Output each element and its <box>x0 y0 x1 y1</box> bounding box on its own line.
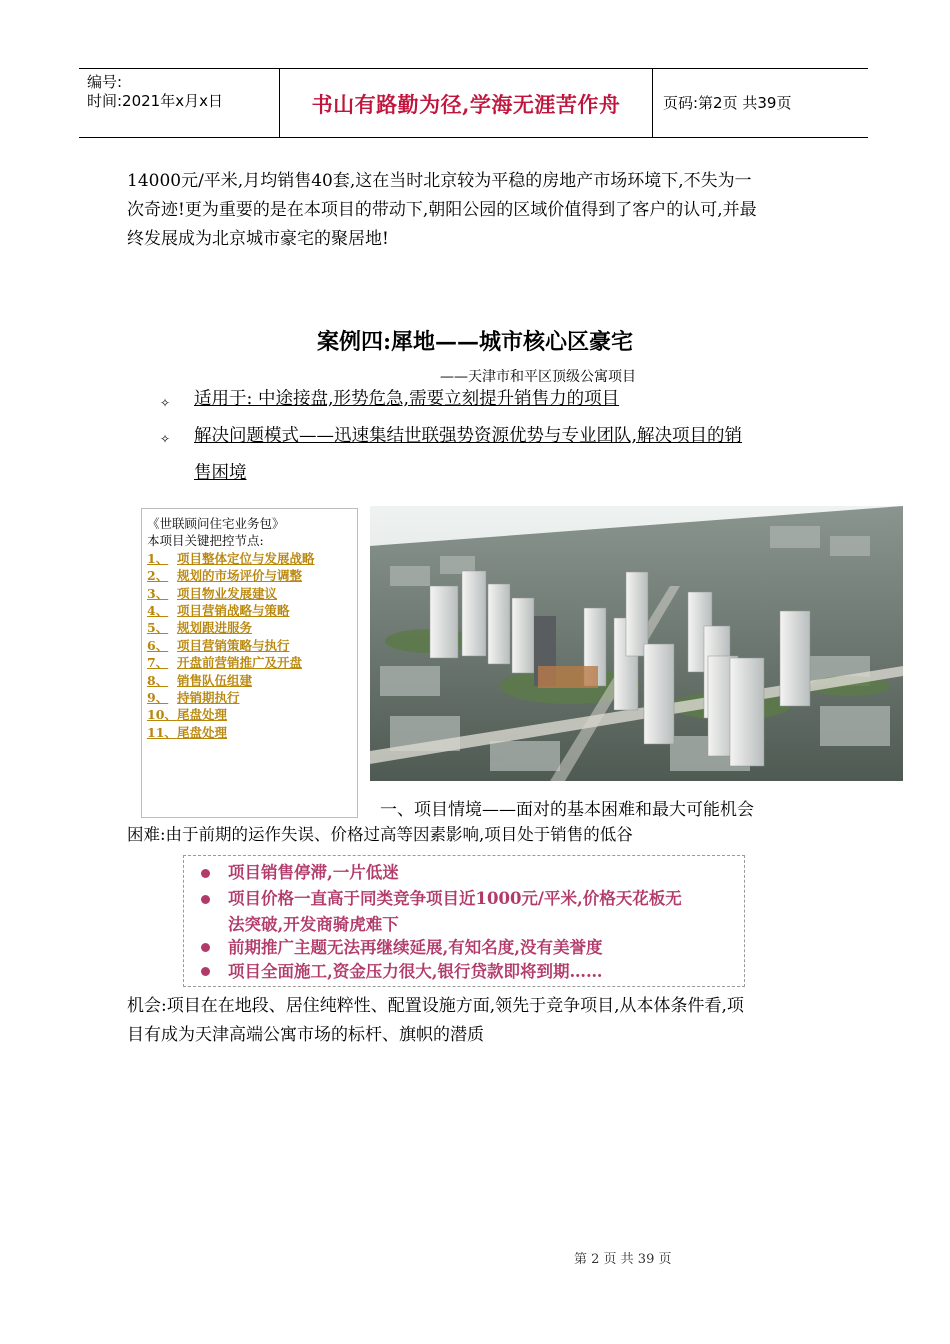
key-item[interactable]: 6、 项目营销策略与执行 <box>147 637 290 653</box>
key-control-box <box>141 508 358 818</box>
case-title: 案例四:犀地——城市核心区豪宅 <box>316 329 634 355</box>
intro-line: 次奇迹!更为重要的是在本项目的带动下,朝阳公园的区域价值得到了客户的认可,并最 <box>127 200 757 220</box>
difficulty-text: 困难:由于前期的运作失误、价格过高等因素影响,项目处于销售的低谷 <box>127 825 633 844</box>
bullet-dot-icon <box>201 895 210 904</box>
key-item[interactable]: 1、 项目整体定位与发展战略 <box>147 550 315 566</box>
page-footer: 第 2 页 共 39 页 <box>574 1252 672 1267</box>
key-item[interactable]: 4、 项目营销战略与策略 <box>147 603 290 619</box>
case-bullet-applicable: 适用于: 中途接盘,形势危急,需要立刻提升销售力的项目 <box>194 389 620 409</box>
bullet-dot-icon <box>201 967 210 976</box>
page-label: 页码:第2页 共39页 <box>663 94 792 112</box>
problem-item-cont: 法突破,开发商骑虎难下 <box>228 915 399 934</box>
key-item[interactable]: 10、 尾盘处理 <box>147 707 228 723</box>
section-heading: 一、项目情境——面对的基本困难和最大可能机会 <box>380 800 754 820</box>
number-label: 编号: <box>87 73 123 91</box>
opportunity-line: 机会:项目在在地段、居住纯粹性、配置设施方面,领先于竞争项目,从本体条件看,项 <box>127 996 744 1016</box>
opportunity-paragraph <box>127 992 837 1050</box>
case-subtitle: ——天津市和平区顶级公寓项目 <box>440 369 636 385</box>
key-item[interactable]: 3、 项目物业发展建议 <box>147 585 278 601</box>
intro-line: 14000元/平米,月均销售40套,这在当时北京较为平稳的房地产市场环境下,不失为一 <box>127 171 752 191</box>
key-box-title: 《世联顾问住宅业务包》 <box>147 516 285 531</box>
key-item[interactable]: 7、 开盘前营销推广及开盘 <box>147 655 303 671</box>
key-item[interactable]: 9、 持销期执行 <box>147 690 240 706</box>
problems-box <box>183 855 745 987</box>
intro-paragraph <box>127 167 827 254</box>
motto: 书山有路勤为径,学海无涯苦作舟 <box>311 92 621 117</box>
case-bullet-mode: 解决问题模式——迅速集结世联强势资源优势与专业团队,解决项目的销 <box>194 426 743 446</box>
key-box-subtitle: 本项目关键把控节点: <box>147 533 264 549</box>
problem-item: 项目销售停滞,一片低迷 <box>228 863 399 882</box>
key-item[interactable]: 2、 规划的市场评价与调整 <box>147 568 303 584</box>
case-bullet-mode-cont: 售困境 <box>194 463 247 483</box>
key-item[interactable]: 5、 规划跟进服务 <box>147 620 253 636</box>
key-item[interactable]: 8、 销售队伍组建 <box>147 672 253 688</box>
key-item[interactable]: 11、 尾盘处理 <box>147 724 228 740</box>
opportunity-line: 目有成为天津高端公寓市场的标杆、旗帜的潜质 <box>127 1025 484 1045</box>
problem-item: 项目全面施工,资金压力很大,银行贷款即将到期…… <box>228 962 603 981</box>
bullet-dot-icon <box>201 943 210 952</box>
document-header <box>79 68 868 138</box>
header-motto-cell <box>280 69 653 137</box>
time-label: 时间:2021年x月x日 <box>87 92 223 110</box>
diamond-bullet-icon: ✧ <box>160 432 171 446</box>
header-page-cell <box>653 69 868 137</box>
diamond-bullet-icon: ✧ <box>160 396 171 410</box>
problem-item: 前期推广主题无法再继续延展,有知名度,没有美誉度 <box>228 938 603 957</box>
problem-item: 项目价格一直高于同类竞争项目近1000元/平米,价格天花板无 <box>228 889 682 908</box>
project-aerial-rendering <box>370 506 903 781</box>
header-meta-cell <box>79 69 280 137</box>
intro-line: 终发展成为北京城市豪宅的聚居地! <box>127 229 389 249</box>
bullet-dot-icon <box>201 869 210 878</box>
